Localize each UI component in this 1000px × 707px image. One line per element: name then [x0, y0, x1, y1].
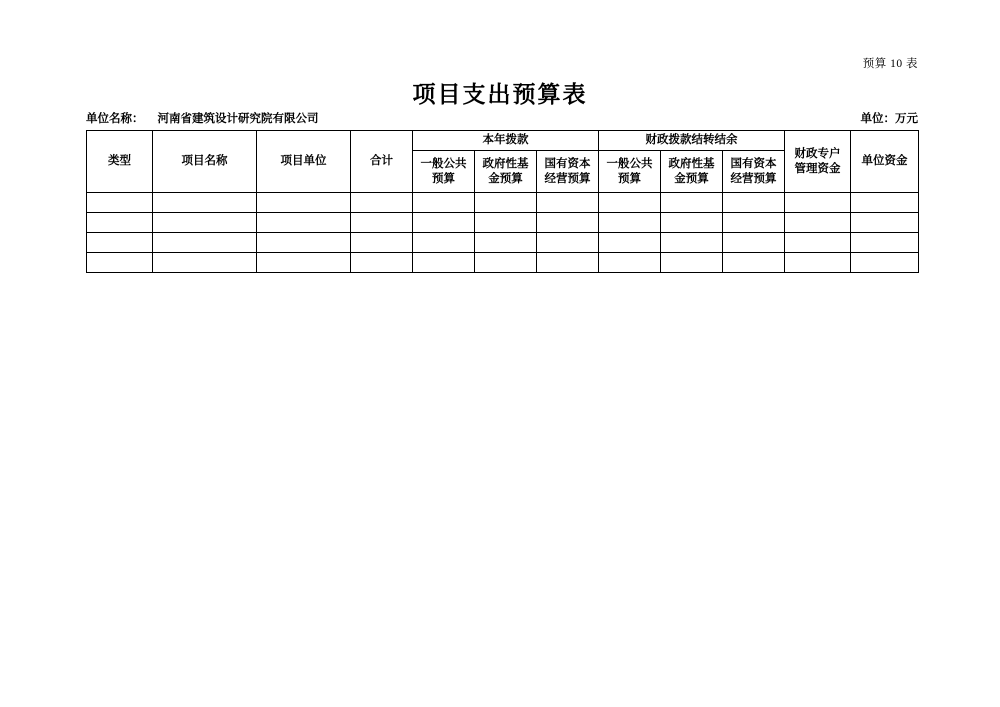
cell-project-name	[153, 233, 257, 253]
column-header-co-gov-fund-budget	[661, 151, 723, 193]
cell-project-unit	[257, 233, 351, 253]
column-header-cy-state-capital-budget-line1: 国有资本	[544, 158, 591, 171]
cell-unit-funds	[851, 233, 919, 253]
column-header-co-general-public-budget-line2: 预算	[618, 172, 641, 185]
page-title: 项目支出预算表	[412, 81, 588, 108]
cell-cy-state-capital	[537, 233, 599, 253]
sheet-label: 预算 10 表	[862, 58, 918, 70]
column-header-cy-state-capital-budget-line2: 经营预算	[544, 172, 591, 185]
cell-project-name	[153, 193, 257, 213]
cell-type	[87, 193, 153, 213]
column-header-co-state-capital-budget-line2: 经营预算	[730, 172, 777, 185]
cell-co-gov-fund	[661, 193, 723, 213]
column-header-cy-gov-fund-budget-line1: 政府性基	[482, 158, 529, 171]
column-header-cy-general-public-budget-line2: 预算	[432, 172, 455, 185]
unit-name-value: 河南省建筑设计研究院有限公司	[157, 113, 319, 125]
cell-total	[351, 213, 413, 233]
unit-name-block	[86, 110, 319, 126]
cell-cy-gov-fund	[475, 193, 537, 213]
column-header-project-unit: 项目单位	[257, 131, 351, 193]
cell-cy-state-capital	[537, 213, 599, 233]
cell-cy-state-capital	[537, 193, 599, 213]
amount-unit-label: 单位：万元	[860, 113, 918, 125]
cell-co-general-public	[599, 253, 661, 273]
cell-unit-funds	[851, 253, 919, 273]
cell-special-account	[785, 193, 851, 213]
column-header-co-gov-fund-budget-line2: 金预算	[674, 172, 709, 185]
project-expenditure-budget-table	[86, 130, 919, 273]
table-row	[87, 253, 919, 273]
unit-name-label: 单位名称：	[86, 113, 144, 125]
cell-co-general-public	[599, 213, 661, 233]
cell-cy-gov-fund	[475, 213, 537, 233]
cell-co-gov-fund	[661, 253, 723, 273]
column-header-special-account-funds	[785, 131, 851, 193]
cell-cy-general-public	[413, 253, 475, 273]
column-header-co-general-public-budget	[599, 151, 661, 193]
table-body	[87, 193, 919, 273]
column-header-unit-funds: 单位资金	[851, 131, 919, 193]
group-header-fiscal-carryover: 财政拨款结转结余	[599, 131, 785, 151]
group-header-current-year-appropriation: 本年拨款	[413, 131, 599, 151]
column-header-project-name: 项目名称	[153, 131, 257, 193]
table-header-group-row	[87, 131, 919, 151]
cell-cy-general-public	[413, 213, 475, 233]
column-header-co-gov-fund-budget-line1: 政府性基	[668, 158, 715, 171]
cell-cy-general-public	[413, 233, 475, 253]
cell-type	[87, 233, 153, 253]
cell-co-gov-fund	[661, 233, 723, 253]
column-header-cy-gov-fund-budget-line2: 金预算	[488, 172, 523, 185]
cell-co-gov-fund	[661, 213, 723, 233]
column-header-cy-gov-fund-budget	[475, 151, 537, 193]
cell-project-name	[153, 213, 257, 233]
cell-cy-state-capital	[537, 253, 599, 273]
column-header-co-general-public-budget-line1: 一般公共	[606, 158, 653, 171]
cell-type	[87, 253, 153, 273]
cell-cy-gov-fund	[475, 233, 537, 253]
cell-unit-funds	[851, 193, 919, 213]
column-header-cy-state-capital-budget	[537, 151, 599, 193]
cell-co-state-capital	[723, 213, 785, 233]
column-header-co-state-capital-budget	[723, 151, 785, 193]
cell-co-state-capital	[723, 253, 785, 273]
meta-row	[86, 110, 918, 128]
cell-special-account	[785, 233, 851, 253]
cell-special-account	[785, 213, 851, 233]
cell-project-unit	[257, 253, 351, 273]
column-header-cy-general-public-budget	[413, 151, 475, 193]
table-row	[87, 193, 919, 213]
cell-unit-funds	[851, 213, 919, 233]
column-header-total: 合计	[351, 131, 413, 193]
column-header-co-state-capital-budget-line1: 国有资本	[730, 158, 777, 171]
cell-total	[351, 253, 413, 273]
cell-total	[351, 193, 413, 213]
cell-co-general-public	[599, 233, 661, 253]
cell-project-name	[153, 253, 257, 273]
cell-type	[87, 213, 153, 233]
cell-special-account	[785, 253, 851, 273]
cell-co-state-capital	[723, 233, 785, 253]
cell-project-unit	[257, 213, 351, 233]
cell-total	[351, 233, 413, 253]
cell-cy-general-public	[413, 193, 475, 213]
column-header-special-account-funds-line1: 财政专户	[794, 148, 841, 161]
cell-co-general-public	[599, 193, 661, 213]
column-header-special-account-funds-line2: 管理资金	[794, 162, 841, 175]
cell-co-state-capital	[723, 193, 785, 213]
cell-cy-gov-fund	[475, 253, 537, 273]
cell-project-unit	[257, 193, 351, 213]
table-row	[87, 213, 919, 233]
column-header-type: 类型	[87, 131, 153, 193]
table-row	[87, 233, 919, 253]
column-header-cy-general-public-budget-line1: 一般公共	[420, 158, 467, 171]
